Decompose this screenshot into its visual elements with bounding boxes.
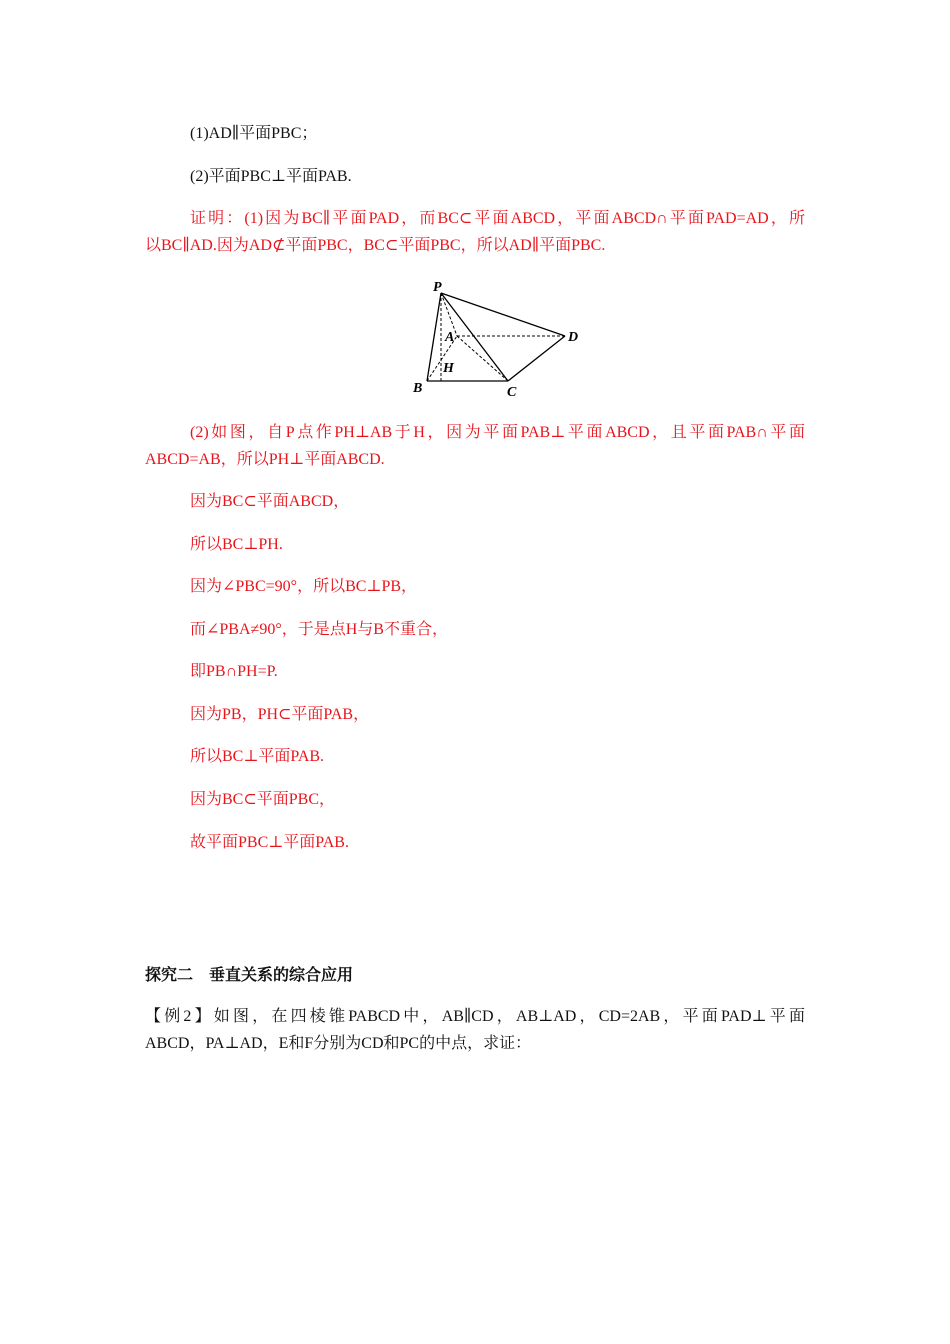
label-A: A [445,330,455,345]
proof-step: 因为∠PBC=90°，所以BC⊥PB， [190,578,418,595]
proof-part2-line2: ABCD=AB，所以PH⊥平面ABCD. [145,451,385,468]
problem-part-1: (1)AD∥平面PBC； [190,125,318,142]
proof-part2-line1: (2)如图，自P点作PH⊥AB于H，因为平面PAB⊥平面ABCD，且平面PAB∩平面 [190,424,805,441]
edge-CD [508,336,565,381]
label-C: C [507,385,517,400]
pyramid-diagram [405,277,595,402]
proof-part1-line2: 以BC∥AD.因为AD⊄平面PBC，BC⊂平面PBC，所以AD∥平面PBC. [145,237,606,254]
proof-step: 而∠PBA≠90°，于是点H与B不重合， [190,621,448,638]
proof-step: 故平面PBC⊥平面PAB. [190,834,349,851]
section-heading: 探究二 垂直关系的综合应用 [145,967,354,984]
edge-PD [441,293,565,336]
proof-step: 即PB∩PH=P. [190,663,278,680]
pyramid-figure [405,277,595,402]
example-2-line1: 【例2】如图，在四棱锥PABCD中，AB∥CD，AB⊥AD，CD=2AB，平面PAD⊥平面 [145,1008,805,1025]
proof-step: 因为PB，PH⊂平面PAB， [190,706,370,723]
edge-AC [457,336,508,381]
label-P: P [433,280,442,295]
proof-step: 所以BC⊥PH. [190,536,283,553]
label-B: B [413,381,423,396]
proof-step: 所以BC⊥平面PAB. [190,748,325,765]
edge-PB [427,293,441,381]
proof-step: 因为BC⊂平面ABCD， [190,493,350,510]
label-D: D [568,330,579,345]
example-2-line2: ABCD，PA⊥AD，E和F分别为CD和PC的中点，求证： [145,1035,532,1052]
label-H: H [443,361,454,376]
proof-step: 因为BC⊂平面PBC， [190,791,335,808]
proof-part1-line1: 证明：(1)因为BC∥平面PAD，而BC⊂平面ABCD，平面ABCD∩平面PAD=AD，所 [190,210,805,227]
problem-part-2: (2)平面PBC⊥平面PAB. [190,168,352,185]
